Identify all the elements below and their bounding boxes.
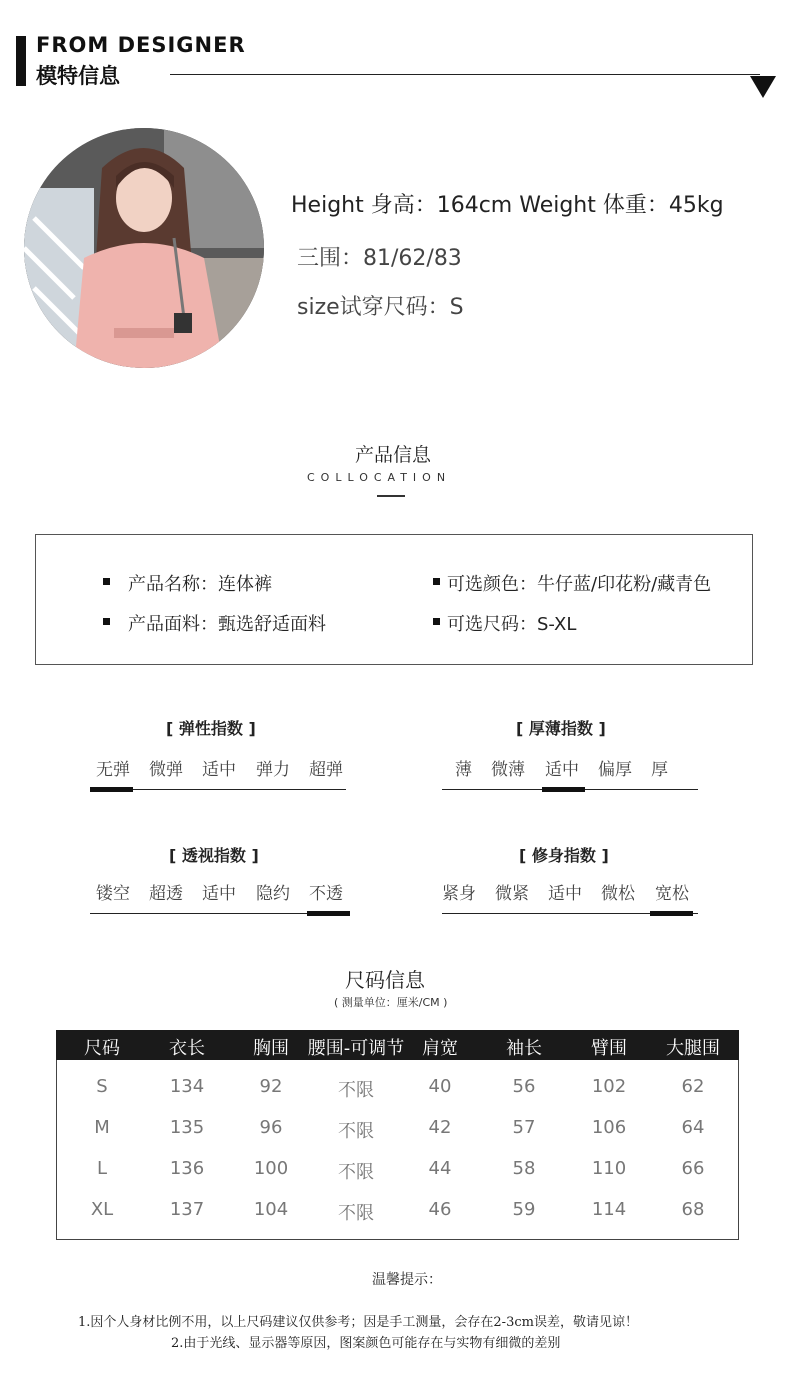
table-header-cell: 臂围 <box>591 1038 627 1059</box>
table-cell: 68 <box>681 1199 705 1220</box>
header-accent-bar <box>16 36 26 86</box>
fit-selected-marker <box>650 911 693 916</box>
table-cell: 56 <box>512 1076 536 1097</box>
model-size: size试穿尺码：S <box>297 295 464 320</box>
table-cell: 59 <box>512 1199 536 1220</box>
table-cell: 不限 <box>338 1203 374 1224</box>
transparency-selected-marker <box>307 911 350 916</box>
model-measurements: 三围：81/62/83 <box>297 246 462 271</box>
fit-option: 微松 <box>601 884 635 904</box>
table-cell: 136 <box>169 1158 205 1179</box>
product-info-box <box>35 534 753 665</box>
table-cell: 114 <box>591 1199 627 1220</box>
table-cell: 104 <box>253 1199 289 1220</box>
product-fabric: 产品面料：甄选舒适面料 <box>128 614 326 635</box>
elasticity-option: 无弹 <box>96 760 130 780</box>
thickness-selected-marker <box>542 787 585 792</box>
table-cell: 100 <box>253 1158 289 1179</box>
bullet-icon <box>433 578 440 585</box>
product-name: 产品名称：连体裤 <box>128 574 272 595</box>
table-cell: 42 <box>428 1117 452 1138</box>
table-header-cell: 衣长 <box>169 1038 205 1059</box>
table-cell: 64 <box>681 1117 705 1138</box>
thickness-option: 厚 <box>651 760 668 780</box>
tips-title: 温馨提示： <box>372 1272 442 1288</box>
table-cell: S <box>96 1076 108 1097</box>
table-cell: 110 <box>591 1158 627 1179</box>
transparency-option: 适中 <box>202 884 236 904</box>
thickness-option: 适中 <box>545 760 579 780</box>
table-cell: L <box>96 1158 108 1179</box>
bullet-icon <box>103 618 110 625</box>
elasticity-option: 微弹 <box>149 760 183 780</box>
product-sizes: 可选尺码：S-XL <box>447 614 577 635</box>
table-header-cell: 大腿围 <box>666 1038 720 1059</box>
transparency-option: 镂空 <box>96 884 130 904</box>
product-colors: 可选颜色：牛仔蓝/印花粉/藏青色 <box>447 574 712 595</box>
table-header-cell: 尺码 <box>84 1038 120 1059</box>
table-cell: 96 <box>259 1117 283 1138</box>
table-cell: 40 <box>428 1076 452 1097</box>
bullet-icon <box>433 618 440 625</box>
tips-line-1: 1.因个人身材比例不用，以上尺码建议仅供参考；因是手工测量，会存在2-3cm误差，敬请见谅！ <box>78 1315 638 1330</box>
transparency-option: 不透 <box>309 884 343 904</box>
table-cell: 102 <box>591 1076 627 1097</box>
table-cell: 92 <box>259 1076 283 1097</box>
size-section-title: 尺码信息 <box>345 968 425 992</box>
header-title-en: FROM DESIGNER <box>36 33 246 57</box>
table-cell: 135 <box>169 1117 205 1138</box>
table-cell: 66 <box>681 1158 705 1179</box>
elasticity-option: 弹力 <box>256 760 290 780</box>
triangle-down-icon <box>750 76 776 98</box>
thickness-option: 偏厚 <box>598 760 632 780</box>
elasticity-index-title: [ 弹性指数 ] <box>166 719 256 738</box>
elasticity-selected-marker <box>90 787 133 792</box>
table-cell: 106 <box>591 1117 627 1138</box>
transparency-option: 超透 <box>149 884 183 904</box>
table-header-cell: 腰围-可调节 <box>307 1038 405 1059</box>
model-photo <box>24 128 264 368</box>
table-cell: 62 <box>681 1076 705 1097</box>
table-header-cell: 肩宽 <box>422 1038 458 1059</box>
fit-option: 紧身 <box>442 884 476 904</box>
thickness-option: 微薄 <box>491 760 525 780</box>
table-header-cell: 袖长 <box>506 1038 542 1059</box>
thickness-option: 薄 <box>455 760 472 780</box>
tips-line-2: 2.由于光线、显示器等原因，图案颜色可能存在与实物有细微的差别 <box>171 1336 561 1351</box>
table-cell: 44 <box>428 1158 452 1179</box>
table-header-cell: 胸围 <box>253 1038 289 1059</box>
elasticity-option: 适中 <box>202 760 236 780</box>
size-unit-note: ( 测量单位：厘米/CM ) <box>334 996 448 1009</box>
section-underline <box>377 495 405 497</box>
fit-option: 适中 <box>548 884 582 904</box>
table-cell: XL <box>90 1199 114 1220</box>
table-cell: 58 <box>512 1158 536 1179</box>
table-cell: 46 <box>428 1199 452 1220</box>
header-title-cn: 模特信息 <box>36 64 120 88</box>
elasticity-option: 超弹 <box>309 760 343 780</box>
table-cell: 134 <box>169 1076 205 1097</box>
fit-option: 宽松 <box>655 884 689 904</box>
table-cell: 不限 <box>338 1162 374 1183</box>
table-cell: M <box>94 1117 110 1138</box>
bullet-icon <box>103 578 110 585</box>
fit-index-title: [ 修身指数 ] <box>519 846 609 865</box>
transparency-option: 隐约 <box>256 884 290 904</box>
model-height-weight: Height 身高：164cm Weight 体重：45kg <box>291 193 724 218</box>
fit-option: 微紧 <box>495 884 529 904</box>
thickness-index-title: [ 厚薄指数 ] <box>516 719 606 738</box>
table-cell: 不限 <box>338 1121 374 1142</box>
transparency-index-title: [ 透视指数 ] <box>169 846 259 865</box>
table-cell: 137 <box>169 1199 205 1220</box>
table-cell: 57 <box>512 1117 536 1138</box>
header-divider <box>170 74 760 75</box>
product-section-subtitle: COLLOCATION <box>307 471 452 484</box>
table-cell: 不限 <box>338 1080 374 1101</box>
product-section-title: 产品信息 <box>355 444 432 466</box>
